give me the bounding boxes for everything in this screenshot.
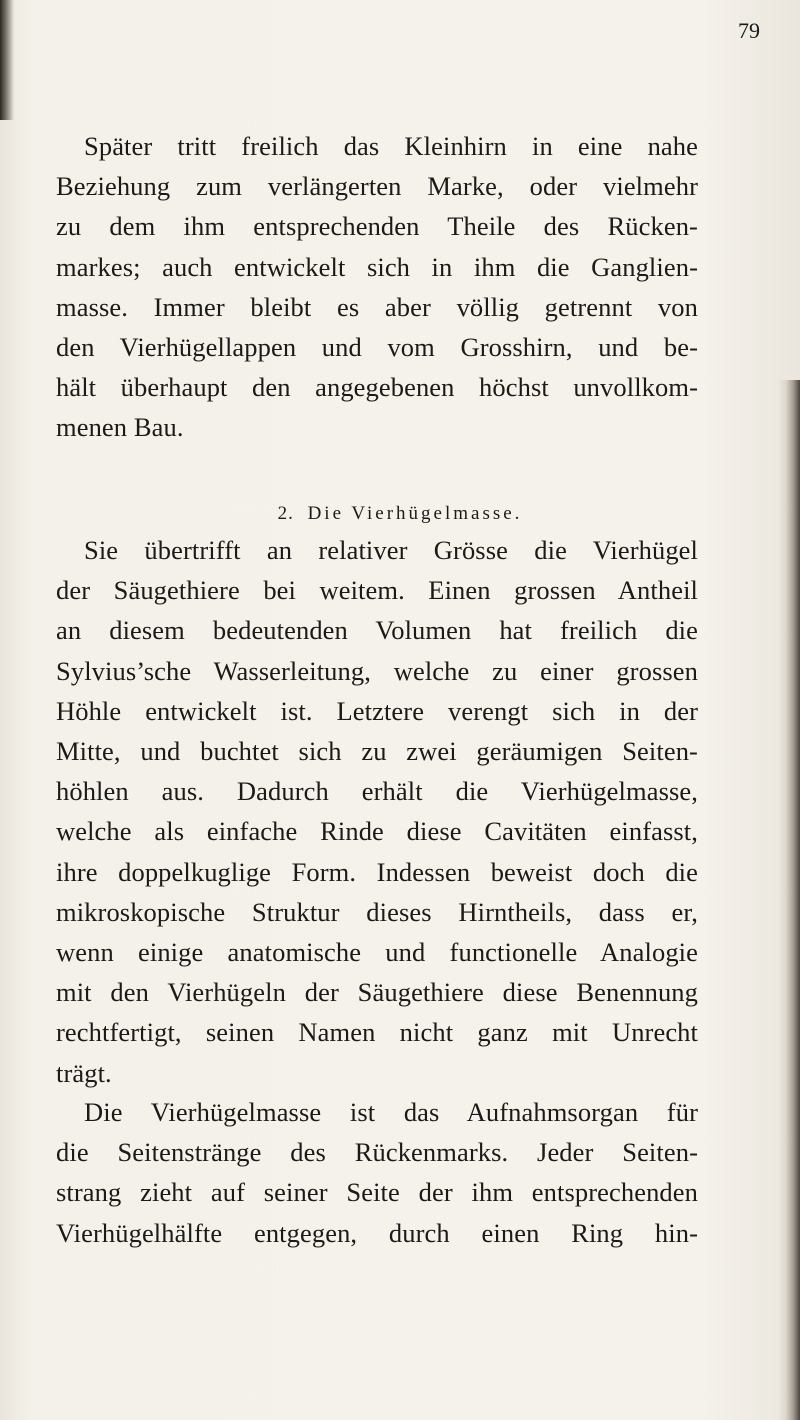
text-line: hält überhaupt den angegebenen höchst unvollkom- bbox=[56, 372, 698, 403]
text-line: welche als einfache Rinde diese Cavitäten einfasst, bbox=[56, 816, 698, 847]
paragraph-1 bbox=[56, 126, 698, 448]
section-heading bbox=[0, 503, 800, 525]
text-line: der Säugethiere bei weitem. Einen grossen Antheil bbox=[56, 575, 698, 606]
binding-edge-shadow bbox=[0, 0, 14, 120]
text-line: masse. Immer bleibt es aber völlig getrennt von bbox=[56, 291, 698, 322]
text-line: Beziehung zum verlängerten Marke, oder vielmehr bbox=[56, 171, 698, 202]
text-line: markes; auch entwickelt sich in ihm die Ganglien- bbox=[56, 251, 698, 282]
section-title: Die Vierhügelmasse. bbox=[307, 503, 523, 524]
paragraph-3 bbox=[56, 1092, 698, 1253]
text-line: höhlen aus. Dadurch erhält die Vierhügelmasse, bbox=[56, 776, 698, 807]
text-line: den Vierhügellappen und vom Grosshirn, und be- bbox=[56, 332, 698, 363]
text-line: ihre doppelkuglige Form. Indessen beweist doch die bbox=[56, 856, 698, 887]
text-line: Später tritt freilich das Kleinhirn in eine nahe bbox=[84, 131, 698, 161]
text-line: wenn einige anatomische und functionelle Analogie bbox=[56, 937, 698, 968]
text-line: zu dem ihm entsprechenden Theile des Rücken- bbox=[56, 211, 698, 242]
text-line: an diesem bedeutenden Volumen hat freilich die bbox=[56, 615, 698, 646]
section-number: 2. bbox=[277, 503, 294, 524]
page-number: 79 bbox=[738, 18, 760, 43]
text-line: Vierhügelhälfte entgegen, durch einen Ring hin- bbox=[56, 1217, 698, 1248]
page-edge-shadow bbox=[778, 380, 800, 1420]
paragraph-2 bbox=[56, 530, 698, 1093]
text-line: Sie übertrifft an relativer Grösse die Vierhügel bbox=[84, 535, 698, 565]
text-line: mit den Vierhügeln der Säugethiere diese Benennung bbox=[56, 977, 698, 1008]
text-line: trägt. bbox=[56, 1057, 112, 1088]
text-line: Höhle entwickelt ist. Letztere verengt sich in der bbox=[56, 695, 698, 726]
text-line: strang zieht auf seiner Seite der ihm entsprechenden bbox=[56, 1177, 698, 1208]
text-line: Die Vierhügelmasse ist das Aufnahmsorgan für bbox=[84, 1097, 698, 1127]
text-line: menen Bau. bbox=[56, 412, 184, 443]
text-line: rechtfertigt, seinen Namen nicht ganz mit Unrecht bbox=[56, 1017, 698, 1048]
text-line: die Seitenstränge des Rückenmarks. Jeder Seiten- bbox=[56, 1137, 698, 1168]
text-line: Sylvius’sche Wasserleitung, welche zu einer grossen bbox=[56, 655, 698, 686]
text-line: Mitte, und buchtet sich zu zwei geräumigen Seiten- bbox=[56, 736, 698, 767]
text-line: mikroskopische Struktur dieses Hirntheils, dass er, bbox=[56, 896, 698, 927]
